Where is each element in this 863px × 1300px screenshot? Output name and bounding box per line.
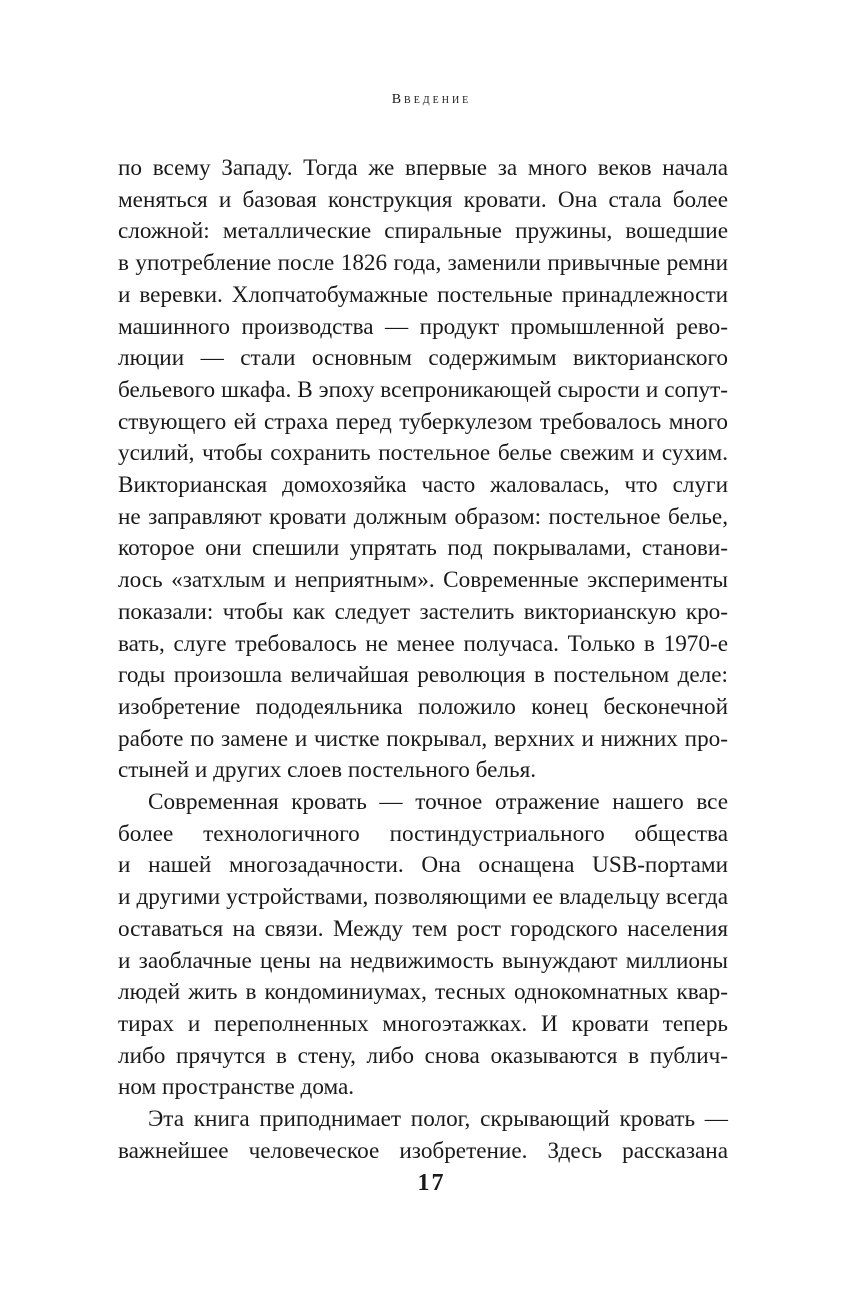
page-number: 17	[417, 1170, 446, 1196]
text-line: годы произошла величайшая революция в постельном деле:	[118, 662, 728, 689]
text-line: по всему Западу. Тогда же впервые за много веков начала	[118, 155, 728, 181]
text-line: Эта книга приподнимает полог, скрывающий кровать —	[148, 1106, 728, 1133]
text-line: и нашей многозадачности. Она оснащена USB-портами	[118, 852, 728, 879]
text-line: усилий, чтобы сохранить постельное белье свежим и сухим.	[118, 440, 728, 467]
body-text	[118, 153, 728, 1168]
text-line: меняться и базовая конструкция кровати. Она стала более	[118, 186, 728, 213]
text-line: не заправляют кровати должным образом: постельное белье,	[118, 503, 728, 530]
text-line: оставаться на связи. Между тем рост городского населения	[118, 915, 728, 942]
text-line: работе по замене и чистке покрывал, верхних и нижних про-	[118, 725, 728, 752]
text-line: либо прячутся в стену, либо снова оказываются в публич-	[118, 1042, 728, 1069]
text-line: и заоблачные цены на недвижимость вынуждают миллионы	[118, 947, 728, 974]
running-head: Введение	[391, 92, 472, 107]
text-line: и веревки. Хлопчатобумажные постельные принадлежности	[118, 281, 728, 308]
text-line: в употребление после 1826 года, заменили привычные ремни	[118, 250, 728, 277]
text-line: Современная кровать — точное отражение нашего все	[148, 789, 728, 816]
text-line: ном пространстве дома.	[118, 1074, 355, 1101]
text-line: тирах и переполненных многоэтажках. И кровати теперь	[118, 1010, 728, 1037]
text-line: лось «затхлым и неприятным». Современные эксперименты	[118, 567, 728, 594]
paragraph	[118, 1104, 728, 1167]
text-line: и другими устройствами, позволяющими ее владельцу всегда	[118, 884, 728, 911]
paragraph	[118, 787, 728, 1104]
text-line: вать, слуге требовалось не менее получаса. Только в 1970-е	[118, 630, 728, 657]
text-line: которое они спешили упрятать под покрывалами, станови-	[118, 535, 728, 562]
text-line: более технологичного постиндустриального общества	[118, 820, 728, 847]
text-line: людей жить в кондоминиумах, тесных однокомнатных квар-	[118, 979, 728, 1006]
text-line: изобретение пододеяльника положило конец бесконечной	[118, 693, 728, 720]
text-line: машинного производства — продукт промышленной рево-	[118, 313, 728, 340]
text-line: ствующего ей страха перед туберкулезом требовалось много	[118, 408, 728, 435]
text-line: бельевого шкафа. В эпоху всепроникающей сырости и сопут-	[118, 376, 728, 403]
paragraph	[118, 153, 728, 787]
text-line: показали: чтобы как следует застелить викторианскую кро-	[118, 598, 728, 625]
text-line: Викторианская домохозяйка часто жаловалась, что слуги	[118, 472, 728, 499]
text-line: важнейшее человеческое изобретение. Здесь рассказана	[118, 1137, 728, 1164]
text-line: люции — стали основным содержимым викторианского	[118, 345, 728, 372]
text-line: стыней и других слоев постельного белья.	[118, 757, 537, 784]
text-line: сложной: металлические спиральные пружины, вошедшие	[118, 218, 728, 245]
